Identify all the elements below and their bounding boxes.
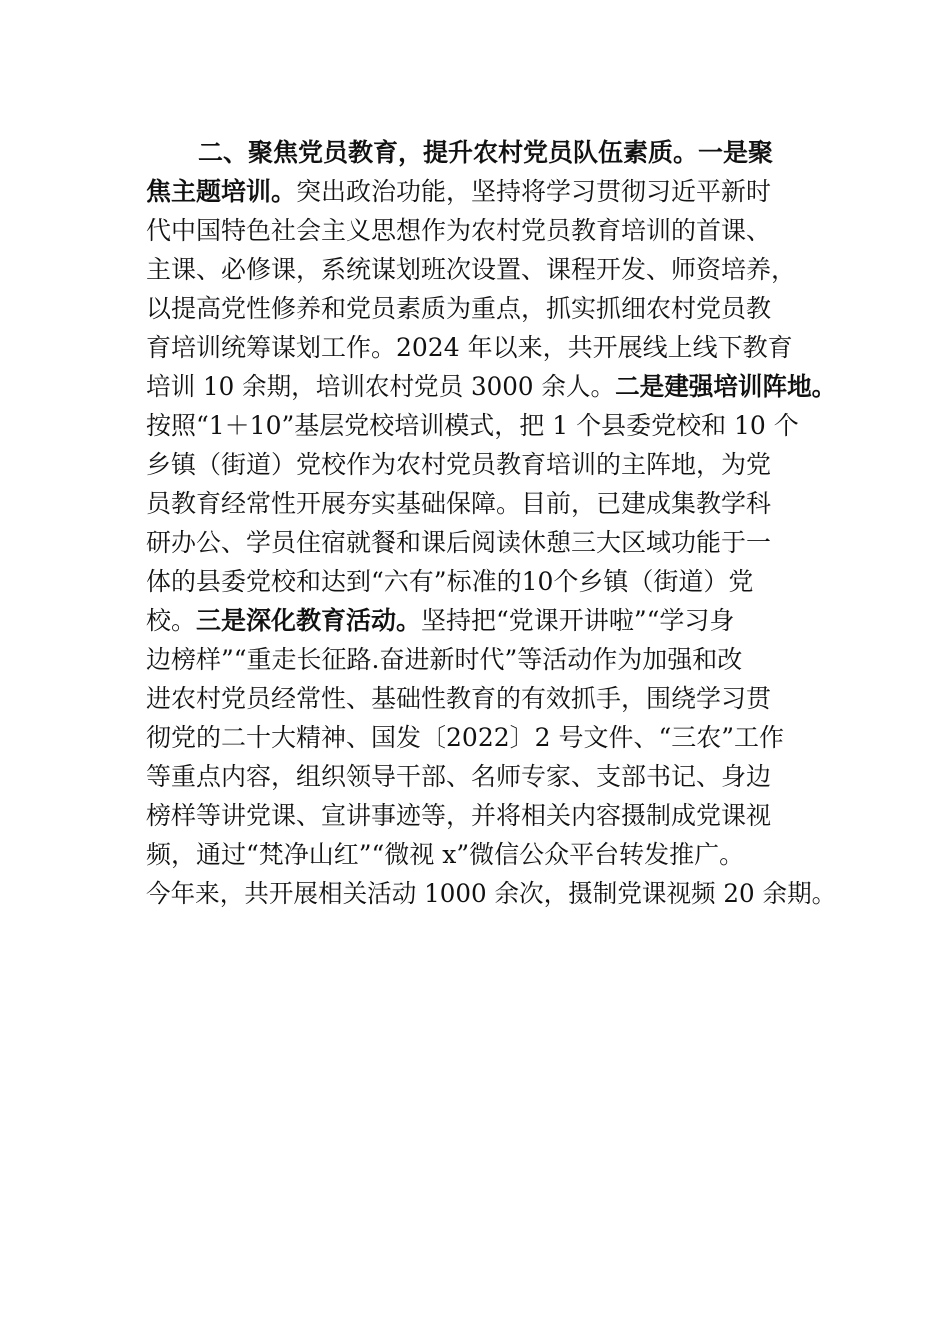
text-line: [146, 367, 837, 406]
body-text: 按照“1＋10”基层党校培训模式，把 1 个县委党校和 10 个: [146, 411, 799, 440]
body-text: 频，通过“梵净山红”“微视 x”微信公众平台转发推广。: [146, 840, 745, 869]
text-line: [146, 796, 836, 835]
text-line: [146, 250, 836, 289]
body-text: 员教育经常性开展夯实基础保障。目前，已建成集教学科: [146, 489, 772, 518]
body-text: 体的县委党校和达到“六有”标准的10个乡镇（街道）党: [146, 567, 754, 596]
body-text: 主课、必修课，系统谋划班次设置、课程开发、师资培养，: [146, 255, 797, 284]
body-text: 边榜样”“重走长征路.奋进新时代”等活动作为加强和改: [146, 645, 743, 674]
body-text: 校。: [146, 606, 197, 635]
text-line: [146, 211, 836, 250]
text-line: [146, 562, 836, 601]
text-line: [146, 289, 836, 328]
text-line: [146, 757, 836, 796]
text-line: [146, 133, 836, 172]
bold-heading-text: 二、聚焦党员教育，提升农村党员队伍素质。一是聚: [198, 138, 774, 167]
body-text: 今年来，共开展相关活动 1000 余次，摄制党课视频 20 余期。: [146, 879, 837, 908]
text-line: [146, 445, 836, 484]
bold-heading-text: 二是建强培训阵地。: [615, 372, 837, 401]
text-line: [146, 874, 837, 913]
body-text: 彻党的二十大精神、国发〔2022〕2 号文件、“三农”工作: [146, 723, 785, 752]
body-text: 乡镇（街道）党校作为农村党员教育培训的主阵地，为党: [146, 450, 772, 479]
text-line: [146, 328, 836, 367]
text-line: [146, 523, 836, 562]
body-text: 进农村党员经常性、基础性教育的有效抓手，围绕学习贯: [146, 684, 772, 713]
body-paragraph: [146, 133, 836, 913]
body-text: 等重点内容，组织领导干部、名师专家、支部书记、身边: [146, 762, 772, 791]
body-text: 突出政治功能，坚持将学习贯彻习近平新时: [296, 177, 772, 206]
body-text: 榜样等讲党课、宣讲事迹等，并将相关内容摄制成党课视: [146, 801, 772, 830]
text-line: [146, 679, 836, 718]
bold-heading-text: 三是深化教育活动。: [196, 606, 422, 635]
text-line: [146, 406, 836, 445]
body-text: 研办公、学员住宿就餐和课后阅读休憩三大区域功能于一: [146, 528, 772, 557]
body-text: 代中国特色社会主义思想作为农村党员教育培训的首课、: [146, 216, 772, 245]
text-line: [146, 640, 836, 679]
text-line: [146, 718, 836, 757]
text-line: [146, 172, 836, 211]
body-text: 育培训统筹谋划工作。2024 年以来，共开展线上线下教育: [146, 333, 793, 362]
bold-heading-text: 焦主题培训。: [146, 177, 297, 206]
text-line: [146, 484, 836, 523]
body-text: 以提高党性修养和党员素质为重点，抓实抓细农村党员教: [146, 294, 772, 323]
body-text: 坚持把“党课开讲啦”“学习身: [421, 606, 735, 635]
body-text: 培训 10 余期，培训农村党员 3000 余人。: [146, 372, 616, 401]
text-line: [146, 835, 836, 874]
text-line: [146, 601, 836, 640]
